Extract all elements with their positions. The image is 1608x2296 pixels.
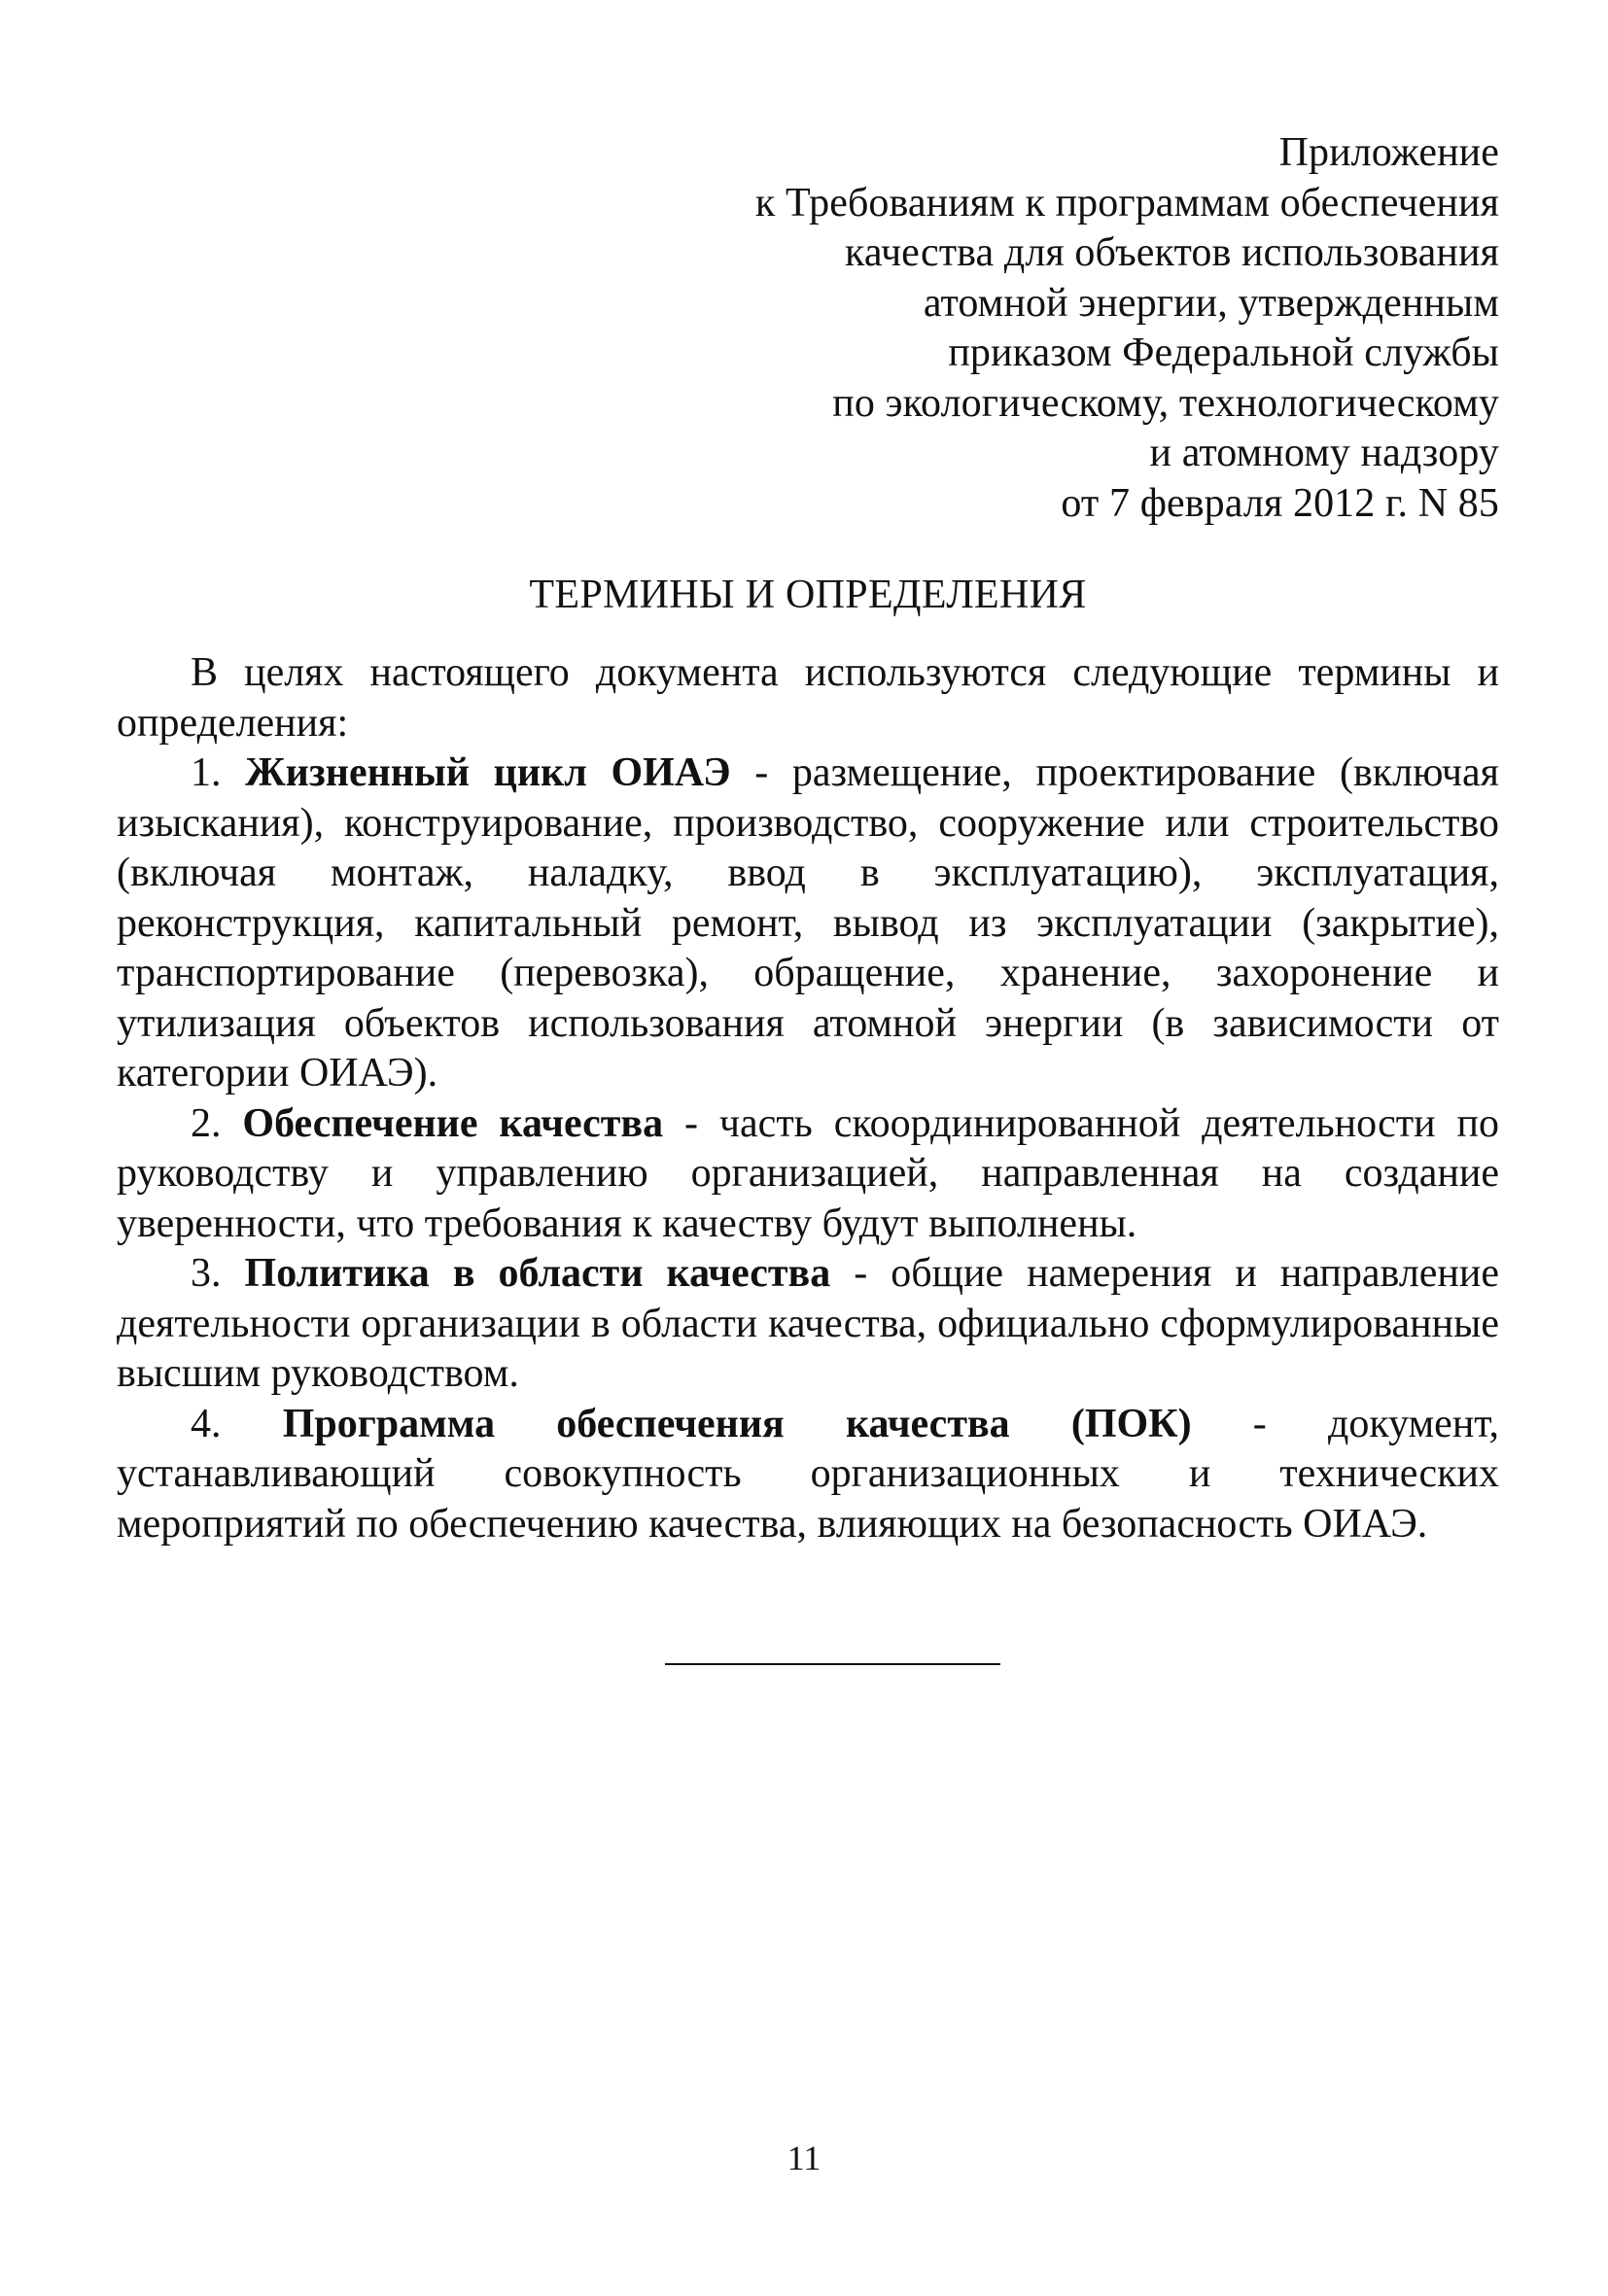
appendix-line: по экологическому, технологическому [832, 380, 1499, 426]
term-number: 4. [191, 1401, 222, 1446]
term-number: 3. [191, 1251, 222, 1296]
term-name: Программа обеспечения качества (ПОК) [282, 1401, 1192, 1446]
appendix-line: качества для объектов использования [845, 230, 1499, 275]
intro-paragraph: В целях настоящего документа используются следующие термины и определения: [117, 650, 1499, 746]
appendix-line: к Требованиям к программам обеспечения [754, 180, 1499, 226]
appendix-line: и атомному надзору [1149, 431, 1499, 475]
appendix-line: атомной энергии, утвержденным [923, 280, 1499, 326]
term-name: Жизненный цикл ОИАЭ [245, 750, 731, 795]
term-name: Политика в области качества [244, 1251, 831, 1296]
document-body [117, 648, 1499, 1549]
appendix-line: приказом Федеральной службы [948, 330, 1499, 375]
term-definition-4 [117, 1400, 1499, 1550]
term-definition-1 [117, 748, 1499, 1099]
term-definition-3 [117, 1249, 1499, 1400]
term-number: 2. [191, 1100, 222, 1146]
appendix-header [546, 128, 1499, 529]
end-separator-line [665, 1663, 1000, 1665]
term-definition-text: - общие намерения и направление деятельности организации в области качества, официально сформулированные высшим руководством. [117, 1251, 1500, 1396]
term-name: Обеспечение качества [242, 1100, 664, 1146]
term-definition-text: - размещение, проектирование (включая изыскания), конструирование, производство, сооружение или строительство (включая монтаж, наладку, ввод в эксплуатацию), эксплуатация, реконструкция, капитальный ремонт, вывод из эксплуатации (закрытие), транспортирование (перевозка), обращение, хранение, захоронение и утилизация объектов использования атомной энергии (в зависимости от категории ОИАЭ). [117, 750, 1499, 1096]
page-number: 11 [787, 2139, 821, 2177]
document-title: ТЕРМИНЫ И ОПРЕДЕЛЕНИЯ [529, 573, 1087, 617]
term-definition-2 [117, 1099, 1499, 1250]
appendix-line: от 7 февраля 2012 г. N 85 [1061, 480, 1499, 526]
term-definition-text: - документ, устанавливающий совокупность организационных и технических мероприятий по обеспечению качества, влияющих на безопасность ОИАЭ. [117, 1401, 1499, 1547]
term-definition-text: - часть скоординированной деятельности по руководству и управлению организацией, направленная на создание уверенности, что требования к качеству будут выполнены. [117, 1100, 1499, 1246]
term-number: 1. [191, 750, 222, 795]
appendix-line: Приложение [1278, 130, 1499, 175]
